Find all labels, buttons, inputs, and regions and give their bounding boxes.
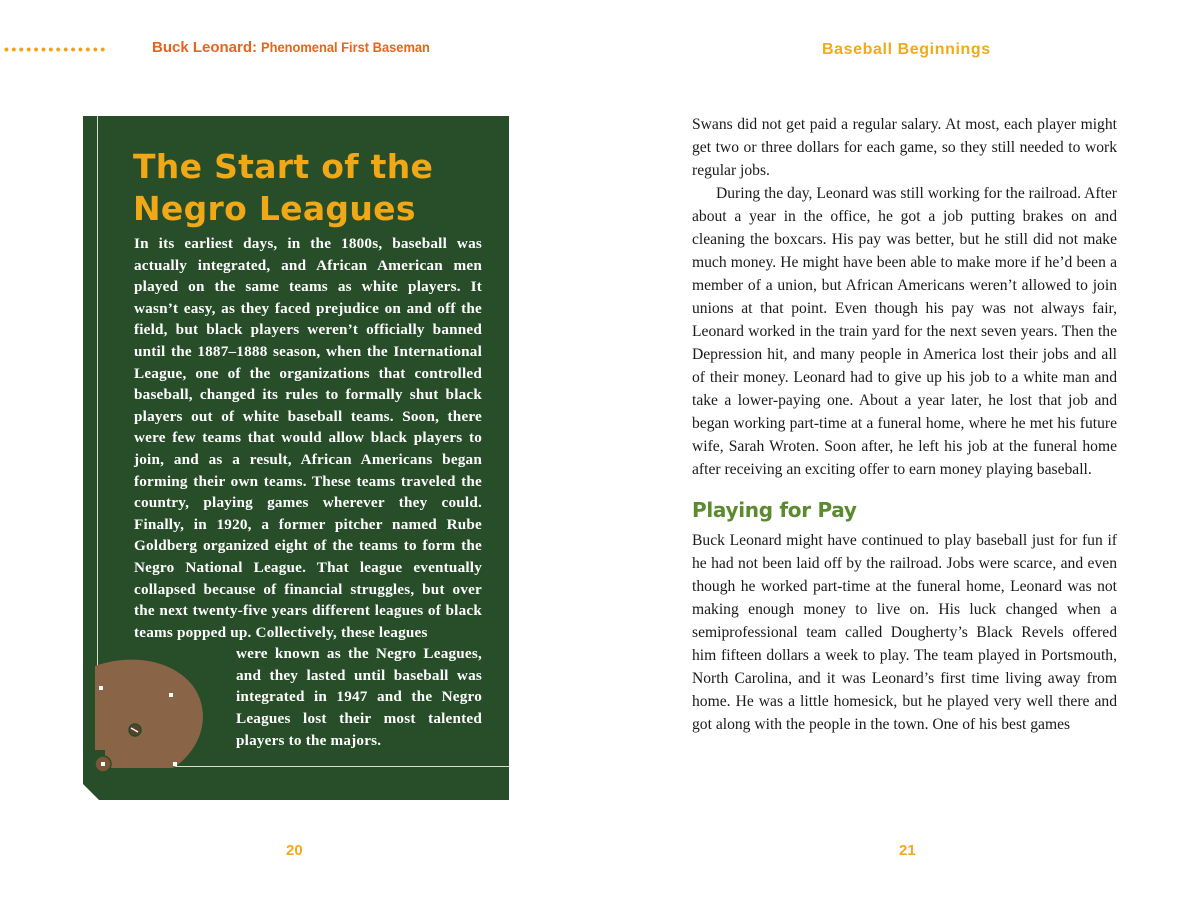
- running-header-subtitle: Phenomenal First Baseman: [261, 39, 431, 55]
- paragraph-black-revels: Buck Leonard might have continued to play baseball just for fun if he had not been laid off by the railroad. Jobs were scarce, and even though he worked part-time at the funeral home, Leonard was not making enough money to live on. His luck changed when a semiprofessional team called Dougherty’s Black Revels offered him fifteen dollars a week to play. The team played in Portsmouth, North Carolina, and it was Leonard’s first time living away from home. He was a little homesick, but he played very well there and got along with the people in the town. One of his best games: [692, 532, 1117, 733]
- paragraph-swans-salary: Swans did not get paid a regular salary. At most, each player might get two or three dollars for each game, so they still needed to work regular jobs.: [692, 116, 1117, 179]
- running-header-left: [152, 39, 445, 57]
- right-page-body: [692, 113, 1117, 736]
- base-marker-second: [99, 686, 103, 690]
- sidebar-title: [133, 146, 433, 230]
- base-marker-third: [173, 762, 177, 766]
- sidebar-title-line-2: Negro Leagues: [133, 189, 416, 228]
- running-header-name: Buck Leonard:: [152, 39, 258, 56]
- sidebar-body-text: [134, 233, 482, 751]
- paragraph-railroad-work: During the day, Leonard was still working for the railroad. After about a year in the office, he got a job putting brakes on and cleaning the boxcars. His pay was better, but he still did not make much money. He might have been able to make more if he’d been a member of a union, but African Americans weren’t allowed to join unions at that point. Even though his pay was not always fair, Leonard worked in the train yard for the next seven years. Then the Depression hit, and many people in America lost their jobs and all of their money. Leonard had to give up his job to a white man and take a lower-paying one. About a year later, he lost that job and began working part-time at a funeral home, where he met his future wife, Sarah Wroten. Soon after, he left his job at the funeral home after receiving an exciting offer to earn money playing baseball.: [692, 185, 1117, 478]
- sidebar-baseline-vertical: [97, 116, 98, 726]
- page-number-right: 21: [899, 842, 916, 859]
- header-dot-rule: ••••••••••••••: [4, 41, 108, 57]
- home-plate: [101, 762, 105, 766]
- sidebar-panel: [83, 116, 509, 800]
- running-header-right: Baseball Beginnings: [822, 41, 991, 58]
- section-heading-playing-for-pay: Playing for Pay: [692, 498, 857, 522]
- sidebar-body-main: In its earliest days, in the 1800s, baseball was actually integrated, and African American men played on the same teams as white players. It wasn’t easy, as they faced prejudice on and off the field, but black players weren’t officially banned until the 1887–1888 season, when the International League, one of the organizations that controlled baseball, changed its rules to formally shut black players out of white baseball teams. Soon, there were few teams that would allow black players to join, and as a result, African Americans began forming their own teams. These teams traveled the country, playing games wherever they could. Finally, in 1920, a former pitcher named Rube Goldberg organized eight of the teams to form the Negro National League. That league eventually collapsed because of financial struggles, but over the next twenty-five years different leagues of black teams popped up. Collectively, these leagues: [134, 235, 482, 641]
- page-number-left: 20: [286, 842, 303, 859]
- sidebar-corner-cut: [83, 784, 99, 800]
- sidebar-body-tail: were known as the Negro Leagues, and they lasted until baseball was integrated in 1947 and the Negro Leagues lost their most talented players to the majors.: [236, 645, 482, 749]
- sidebar-title-line-1: The Start of the: [133, 147, 434, 186]
